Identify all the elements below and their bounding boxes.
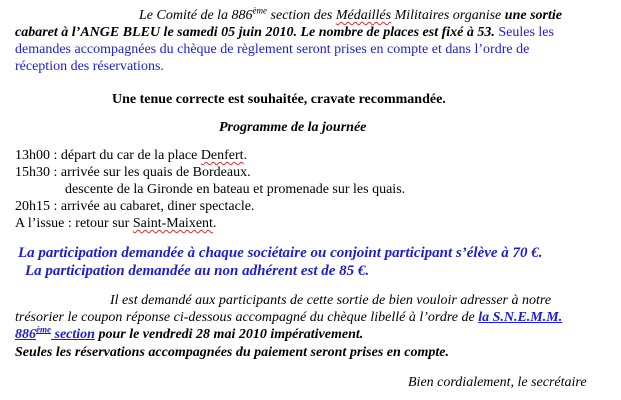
closing-deadline: pour le vendredi 28 mai 2010 impérativement. <box>94 327 364 342</box>
intro-superscript: ème <box>252 5 268 16</box>
programme-item-1 <box>15 148 247 163</box>
intro-text-1: Le Comité de la 886 <box>139 8 253 23</box>
intro-line-1 <box>139 5 562 23</box>
programme-denfert: Denfert <box>200 148 244 163</box>
closing-snemm: la S.N.E.M.M. <box>478 310 563 325</box>
programme-item-1-end: . <box>243 148 248 163</box>
intro-line-2 <box>15 25 554 40</box>
programme-item-5-end: . <box>212 216 217 231</box>
intro-line-3: demandes accompagnées du chèque de règlement seront prises en compte et dans l’ordre de <box>15 42 530 57</box>
intro-medailles: Médaillés <box>335 8 392 23</box>
closing-line-1: Il est demandé aux participants de cette sortie de bien vouloir adresser à notre <box>110 293 552 308</box>
programme-item-3: descente de la Gironde en bateau et promenade sur les quais. <box>65 182 406 197</box>
programme-title: Programme de la journée <box>219 120 367 135</box>
intro-bold-2: cabaret à l’ANGE BLEU le samedi 05 juin 2010. Le nombre de places est fixé à 53. <box>15 25 495 40</box>
programme-item-4: 20h15 : arrivée au cabaret, diner spectacle. <box>15 199 255 214</box>
dress-code: Une tenue correcte est souhaitée, cravate recommandée. <box>112 92 446 107</box>
participation-member: La participation demandée à chaque sociétaire ou conjoint participant s’élève à 70 €. <box>18 245 543 261</box>
closing-section: section <box>51 327 95 342</box>
intro-text-2: section des <box>267 8 336 23</box>
closing-superscript: ème <box>36 324 51 335</box>
closing-886: 886 <box>15 327 36 342</box>
signature: Bien cordialement, le secrétaire <box>408 375 587 390</box>
closing-text-2: trésorier le coupon réponse ci-dessous accompagné du chèque libellé à l’ordre de <box>15 310 479 325</box>
intro-line-4: réception des réservations. <box>15 59 164 74</box>
closing-line-4: Seules les réservations accompagnées du paiement seront prises en compte. <box>15 345 449 360</box>
programme-item-2: 15h30 : arrivée sur les quais de Bordeaux. <box>15 165 251 180</box>
programme-item-5-text: A l’issue : retour sur <box>15 216 133 231</box>
programme-item-5 <box>15 216 216 231</box>
participation-non-member: La participation demandée au non adhérent est de 85 €. <box>25 263 370 279</box>
intro-text-3: Militaires organise <box>391 8 505 23</box>
closing-line-2 <box>15 310 562 325</box>
closing-line-3 <box>15 324 364 342</box>
programme-saint-maixent: Saint-Maixent <box>132 216 213 231</box>
intro-blue-1: Seules les <box>494 25 554 40</box>
programme-item-1-text: 13h00 : départ du car de la place <box>15 148 201 163</box>
intro-bold-1: une sortie <box>504 8 562 23</box>
